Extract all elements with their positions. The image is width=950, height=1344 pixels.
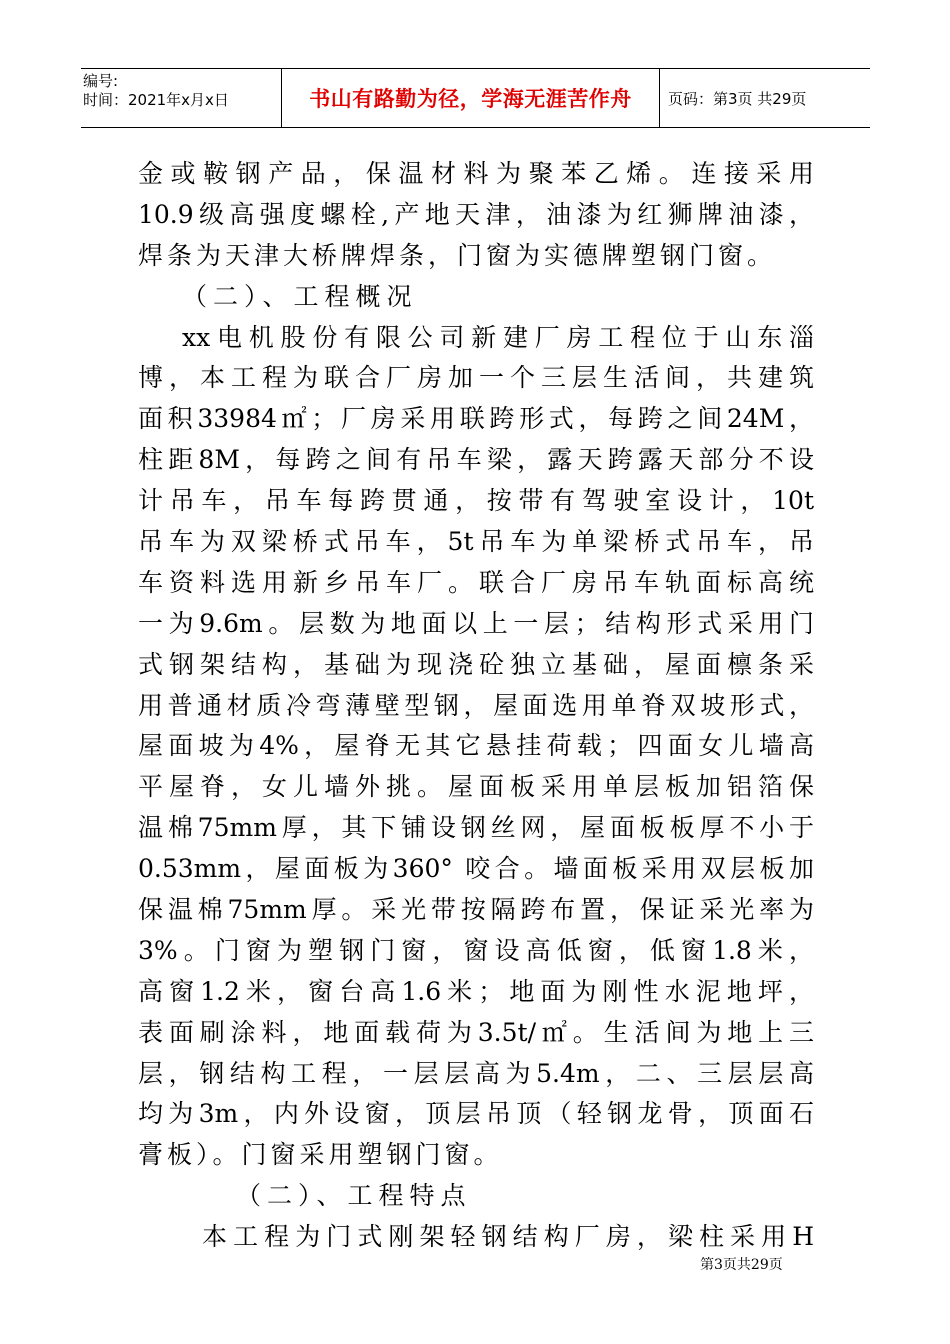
body-line: xx电机股份有限公司新建厂房工程位于山东淄 xyxy=(182,322,814,352)
body-line: 3%。门窗为塑钢门窗，窗设高低窗，低窗1.8米， xyxy=(138,935,814,965)
body-line: 保温棉75mm厚。采光带按隔跨布置，保证采光率为 xyxy=(138,895,814,925)
body-line: 表面刷涂料，地面载荷为3.5t/㎡。生活间为地上三 xyxy=(138,1017,814,1047)
body-line: 平屋脊，女儿墙外挑。屋面板采用单层板加铝箔保 xyxy=(138,772,814,802)
body-line: 车资料选用新乡吊车厂。联合厂房吊车轨面标高统 xyxy=(138,567,814,597)
body-line: 膏板）。门窗采用塑钢门窗。 xyxy=(138,1140,503,1170)
body-line: 博，本工程为联合厂房加一个三层生活间，共建筑 xyxy=(138,363,814,393)
page-header xyxy=(81,68,870,128)
body-line: 计吊车，吊车每跨贯通，按带有驾驶室设计，10t xyxy=(138,486,814,516)
body-line: 0.53mm，屋面板为360° 咬合。墙面板采用双层板加 xyxy=(138,854,814,884)
document-date-label: 时间：2021年x月x日 xyxy=(83,91,229,109)
body-line: 屋面坡为4%，屋脊无其它悬挂荷载；四面女儿墙高 xyxy=(138,731,814,761)
body-line: 面积33984㎡；厂房采用联跨形式，每跨之间24M， xyxy=(138,404,814,434)
document-body xyxy=(138,154,814,1258)
header-page-number: 页码：第3页 共29页 xyxy=(668,89,807,108)
body-line: 均为3m，内外设窗，顶层吊顶（轻钢龙骨，顶面石 xyxy=(138,1099,814,1129)
body-line: 温棉75mm厚，其下铺设钢丝网，屋面板板厚不小于 xyxy=(138,813,814,843)
section-heading: （二）、工程概况 xyxy=(182,281,418,311)
body-line: 10.9级高强度螺栓,产地天津，油漆为红狮牌油漆， xyxy=(138,199,814,229)
section-heading: （二）、工程特点 xyxy=(236,1181,472,1211)
header-meta xyxy=(81,69,282,127)
body-line: 高窗1.2米，窗台高1.6米；地面为刚性水泥地坪， xyxy=(138,976,814,1006)
header-motto: 书山有路勤为径，学海无涯苦作舟 xyxy=(282,69,660,127)
body-line: 用普通材质冷弯薄壁型钢，屋面选用单脊双坡形式， xyxy=(138,690,814,720)
body-line: 式钢架结构，基础为现浇砼独立基础，屋面檩条采 xyxy=(138,649,814,679)
body-line: 本工程为门式刚架轻钢结构厂房，梁柱采用H xyxy=(202,1222,814,1252)
document-number-label: 编号: xyxy=(83,72,119,90)
body-line: 焊条为天津大桥牌焊条，门窗为实德牌塑钢门窗。 xyxy=(138,240,777,270)
body-line: 柱距8M，每跨之间有吊车梁，露天跨露天部分不设 xyxy=(138,445,814,475)
body-line: 层，钢结构工程，一层层高为5.4m，二、三层层高 xyxy=(138,1058,814,1088)
body-line: 吊车为双梁桥式吊车，5t吊车为单梁桥式吊车，吊 xyxy=(138,527,814,557)
body-line: 金或鞍钢产品，保温材料为聚苯乙烯。连接采用 xyxy=(138,159,814,188)
body-line: 一为9.6m。层数为地面以上一层；结构形式采用门 xyxy=(138,608,814,638)
page-footer: 第3页共29页 xyxy=(700,1257,783,1273)
